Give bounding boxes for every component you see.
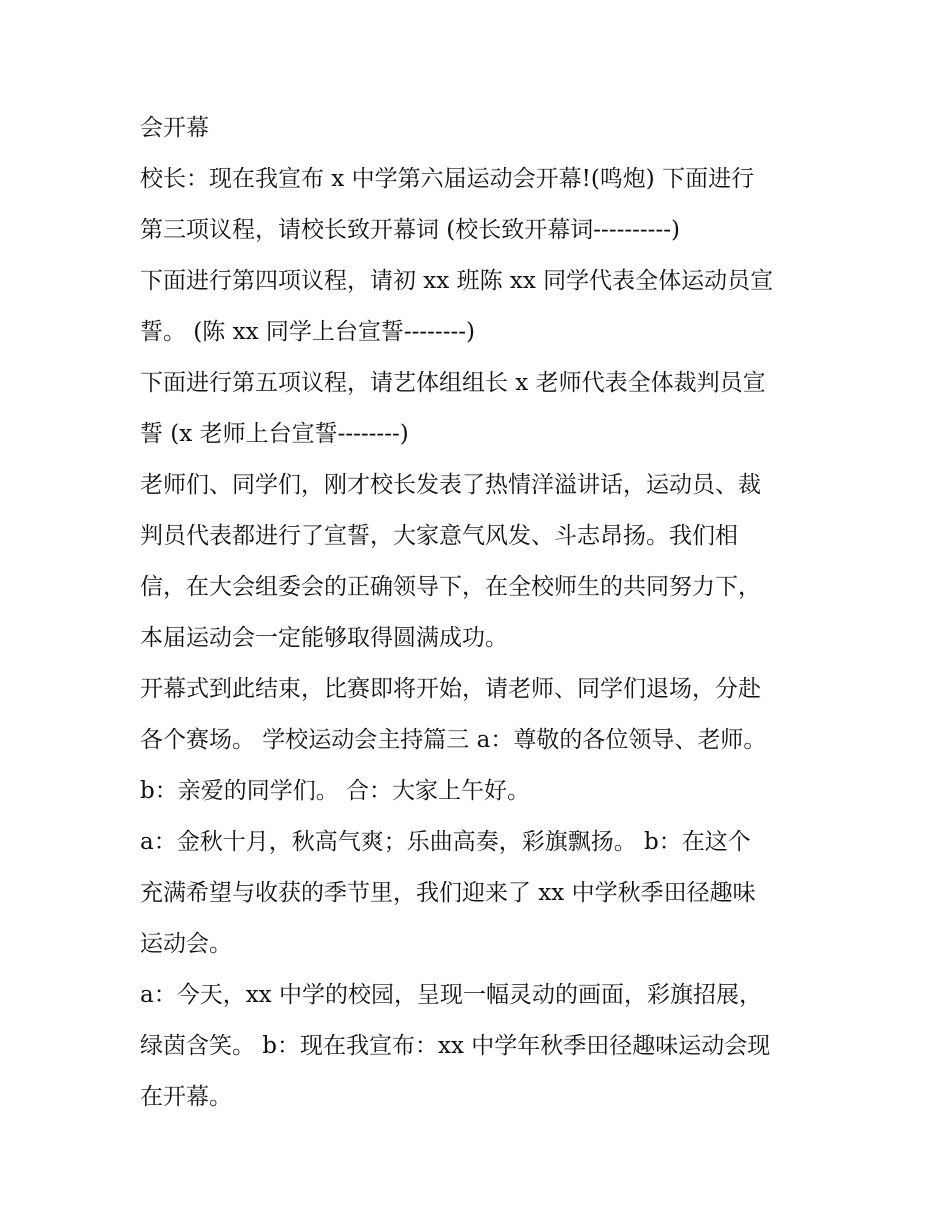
text-line: 下面进行第五项议程，请艺体组组长 x 老师代表全体裁判员宣: [140, 370, 766, 396]
text-line: 运动会。: [140, 931, 232, 957]
text-line: 下面进行第四项议程，请初 xx 班陈 xx 同学代表全体运动员宣: [140, 268, 774, 294]
text-line: 本届运动会一定能够取得圆满成功。: [140, 625, 508, 651]
text-line: 判员代表都进行了宣誓，大家意气风发、斗志昂扬。我们相: [140, 523, 738, 549]
text-line: 在开幕。: [140, 1084, 232, 1110]
text-line: 绿茵含笑。 b：现在我宣布：xx 中学年秋季田径趣味运动会现: [140, 1033, 771, 1059]
text-line: 校长：现在我宣布 x 中学第六届运动会开幕!(鸣炮) 下面进行: [140, 166, 755, 192]
document-body: [140, 103, 820, 1123]
text-line: 老师们、同学们，刚才校长发表了热情洋溢讲话，运动员、裁: [140, 472, 761, 498]
text-line: b：亲爱的同学们。 合：大家上午好。: [140, 778, 531, 804]
text-line: 信，在大会组委会的正确领导下，在全校师生的共同努力下，: [140, 574, 761, 600]
text-line: 第三项议程，请校长致开幕词 (校长致开幕词----------): [140, 217, 680, 243]
text-line: 开幕式到此结束，比赛即将开始，请老师、同学们退场，分赴: [140, 676, 761, 702]
text-line: a：今天，xx 中学的校园，呈现一幅灵动的画面，彩旗招展，: [140, 982, 762, 1008]
text-line: 各个赛场。 学校运动会主持篇三 a：尊敬的各位领导、老师。: [140, 727, 767, 753]
text-line: 充满希望与收获的季节里，我们迎来了 xx 中学秋季田径趣味: [140, 880, 756, 906]
text-line: 誓。 (陈 xx 同学上台宣誓--------): [140, 319, 475, 345]
text-line: 誓 (x 老师上台宣誓--------): [140, 421, 409, 447]
text-line: 会开幕: [140, 115, 209, 141]
text-line: a：金秋十月，秋高气爽；乐曲高奏，彩旗飘扬。 b：在这个: [140, 829, 751, 855]
